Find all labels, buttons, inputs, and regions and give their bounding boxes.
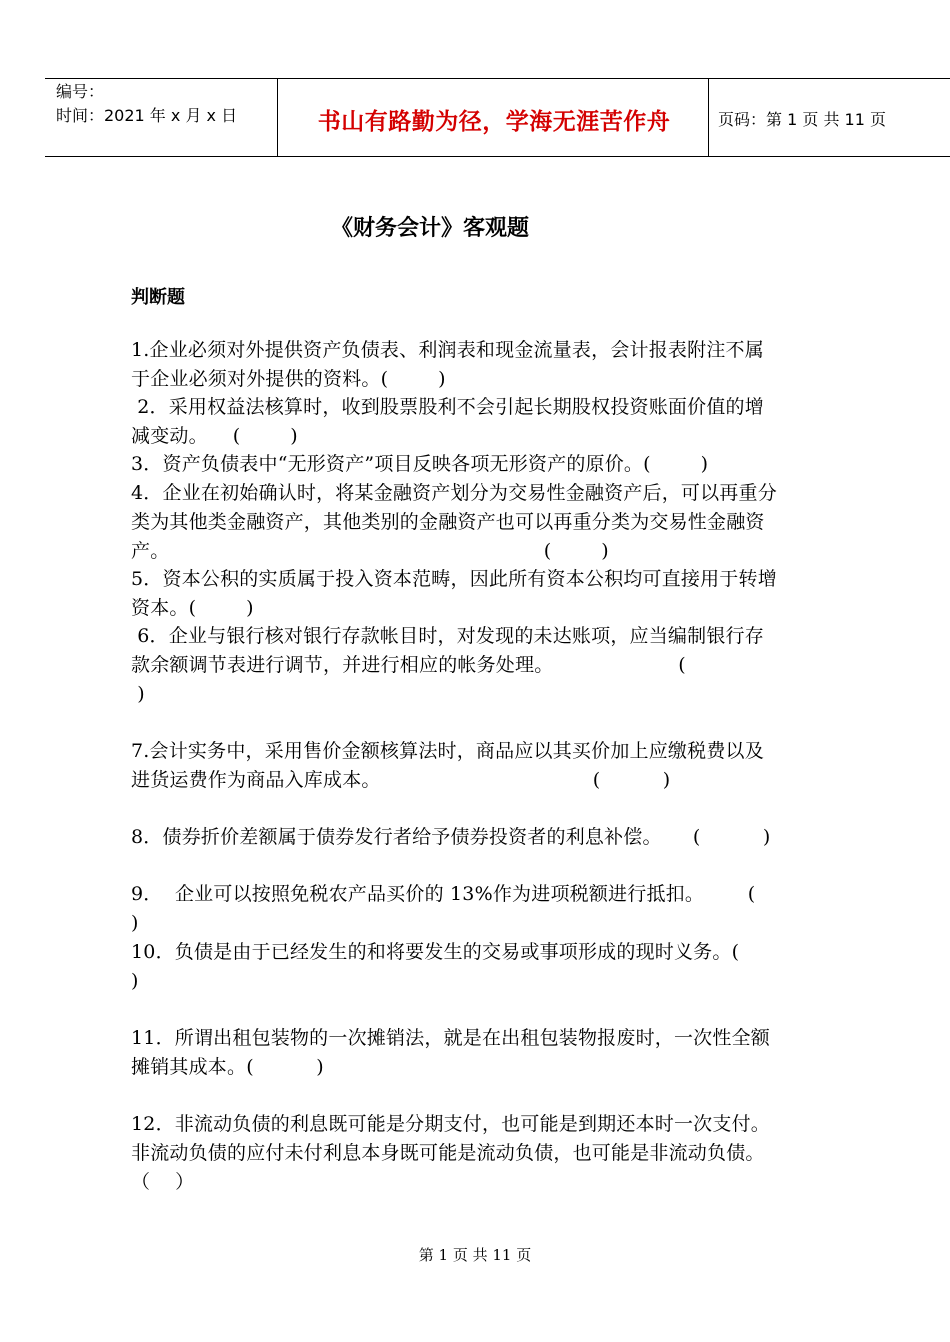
document-title: 《财务会计》客观题	[330, 216, 529, 241]
time-label: 时间：2021 年 x 月 x 日	[56, 106, 238, 125]
question-line: 减变动。 ( )	[131, 425, 298, 447]
header-motto: 书山有路勤为径，学海无涯苦作舟	[317, 109, 671, 135]
question-line: 7.会计实务中，采用售价金额核算法时，商品应以其买价加上应缴税费以及	[131, 740, 764, 762]
question-line: 6．企业与银行核对银行存款帐目时，对发现的未达账项，应当编制银行存	[131, 625, 764, 647]
question-line: 类为其他类金融资产，其他类别的金融资产也可以再重分类为交易性金融资	[131, 511, 765, 533]
question-line: 款余额调节表进行调节，并进行相应的帐务处理。 (	[131, 654, 686, 676]
question-line: 产。 ( )	[131, 540, 609, 562]
question-line: 11．所谓出租包装物的一次摊销法，就是在出租包装物报废时，一次性全额	[131, 1027, 770, 1049]
question-line: 4．企业在初始确认时，将某金融资产划分为交易性金融资产后，可以再重分	[131, 482, 777, 504]
header-bottom-rule	[45, 156, 950, 157]
question-8	[131, 823, 876, 852]
question-line: 资本。( )	[131, 597, 254, 619]
question-line: )	[131, 683, 145, 705]
page-code: 页码：第 1 页 共 11 页	[718, 110, 886, 129]
question-line: 12．非流动负债的利息既可能是分期支付，也可能是到期还本时一次支付。	[131, 1113, 770, 1135]
question-11	[131, 1024, 876, 1082]
question-line: 进货运费作为商品入库成本。 ( )	[131, 769, 671, 791]
question-2	[131, 393, 876, 451]
question-7	[131, 737, 876, 795]
question-line: 2．采用权益法核算时，收到股票股利不会引起长期股权投资账面价值的增	[131, 396, 764, 418]
question-line: 3．资产负债表中“无形资产”项目反映各项无形资产的原价。( )	[131, 453, 709, 475]
header-top-rule	[45, 78, 950, 79]
question-6	[131, 622, 876, 709]
question-3	[131, 450, 876, 479]
question-line: 8．债券折价差额属于债券发行者给予债券投资者的利息补偿。 ( )	[131, 826, 771, 848]
question-line: 9． 企业可以按照免税农产品买价的 13%作为进项税额进行抵扣。 (	[131, 883, 756, 905]
header-divider-1	[277, 78, 278, 157]
question-line: 非流动负债的应付未付利息本身既可能是流动负债，也可能是非流动负债。	[131, 1142, 765, 1164]
question-line: （ ）	[131, 1171, 195, 1193]
section-heading: 判断题	[131, 287, 185, 308]
question-line: 10．负债是由于已经发生的和将要发生的交易或事项形成的现时义务。(	[131, 941, 740, 963]
question-9	[131, 880, 876, 938]
question-line: )	[131, 912, 139, 934]
number-label: 编号：	[56, 82, 105, 101]
question-line: )	[131, 970, 139, 992]
question-12	[131, 1110, 876, 1197]
question-5	[131, 565, 876, 623]
header-divider-2	[708, 78, 709, 157]
question-line: 5．资本公积的实质属于投入资本范畴，因此所有资本公积均可直接用于转增	[131, 568, 777, 590]
page-footer: 第 1 页 共 11 页	[418, 1246, 532, 1264]
question-line: 于企业必须对外提供的资料。( )	[131, 368, 446, 390]
question-1	[131, 336, 876, 394]
header-meta	[56, 80, 237, 128]
question-line: 1.企业必须对外提供资产负债表、利润表和现金流量表，会计报表附注不属	[131, 339, 764, 361]
question-line: 摊销其成本。( )	[131, 1056, 324, 1078]
question-10	[131, 938, 876, 996]
question-4	[131, 479, 876, 566]
